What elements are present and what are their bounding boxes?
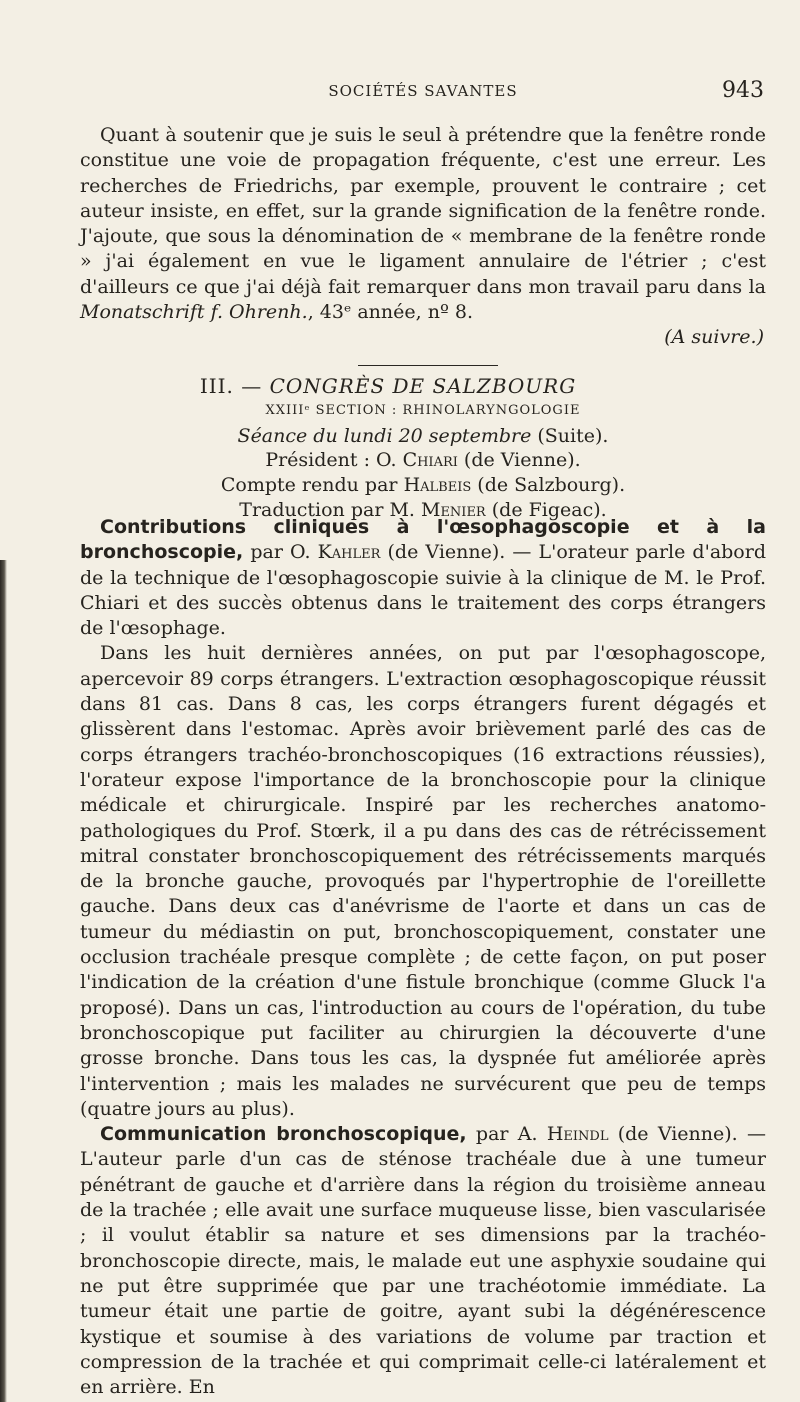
intro-text-start: Quant à soutenir que je suis le seul à prétendre que la fenêtre ronde constitue une voie de propagation fréquente, c'est une erreur. Les recherches de Friedrichs, par exemple, prouvent le contraire ; cet auteur insiste, en effet, sur la grande signification de la fenêtre ronde. J'ajoute, que sous la dénomination de « membrane de la fenêtre ronde » j'ai également en vue le ligament annulaire de l'étrier ; c'est d'ailleurs ce que j'ai déjà fait remarquer dans mon travail paru dans la [80,124,766,298]
seance-suite: (Suite). [531,424,609,447]
page-header [82,78,764,108]
articles-block [80,515,766,1400]
article1-paragraph2: Dans les huit dernières années, on put par l'œsophagoscope, apercevoir 89 corps étrangers. L'extraction œsophagoscopique réussit dans 81 cas. Dans 8 cas, les corps étrangers furent dégagés et glissèrent dans l'estomac. Après avoir brièvement parlé des cas de corps étrangers trachéo-bronchoscopiques (16 extractions réussies), l'orateur expose l'importance de la bronchoscopie pour la clinique médicale et chirurgicale. Inspiré par les recherches anatomo-pathologiques du Prof. Stœrk, il a pu dans des cas de rétrécissement mitral constater bronchoscopiquement des rétrécissements marqués de la bronche gauche, provoqués par l'hypertrophie de l'oreillette gauche. Dans deux cas d'anévrisme de l'aorte et dans un cas de tumeur du médiastin on put, bronchoscopiquement, constater une occlusion trachéale presque complète ; de cette façon, on put poser l'indication de la création d'une fistule bronchique (comme Gluck l'a proposé). Dans un cas, l'introduction au cours de l'opération, du tube bronchoscopique put faciliter au chirurgien la découverte d'une grosse bronche. Dans tous les cas, la dyspnée fut améliorée après l'intervention ; mais les malades ne survécurent que peu de temps (quatre jours au plus). [80,642,766,1120]
report-label: Compte rendu par [220,474,404,497]
seance-date: Séance du lundi 20 septembre [237,424,532,447]
article2-author-name: Heindl [546,1123,609,1146]
report-line [80,473,766,498]
running-title: SOCIÉTÉS SAVANTES [328,82,518,100]
president-line [80,448,766,473]
congress-heading [80,374,766,523]
binding-shadow [0,560,7,1402]
president-label: Président : O. [265,449,403,472]
president-place: (de Vienne). [457,449,581,472]
article1-text: (de Vienne). — L'orateur parle d'abord de la technique de l'œsophagoscopie suivie à la clinique de M. le Prof. Chiari et des succès obtenus dans le traitement des corps étrangers de l'œsophage. [80,541,766,640]
article1-author-prefix: par O. [243,541,318,564]
translation-label: Traduction par M. [239,498,421,521]
translation-name: Menier [420,498,486,521]
intro-text-end: , 43ᵉ année, nº 8. [307,301,474,324]
congress-section: XXIIIᵉ SECTION : RHINOLARYNGOLOGIE [265,402,581,418]
translation-place: (de Figeac). [485,498,607,521]
congress-title: CONGRÈS DE SALZBOURG [269,374,577,398]
congress-number: III. — [199,374,263,398]
section-divider [358,365,498,366]
article1-paragraph1 [80,515,766,641]
article2-author-prefix: par A. [466,1123,547,1146]
article2-paragraph [80,1122,766,1400]
report-place: (de Salzbourg). [471,474,626,497]
article2-title: Communication bronchoscopique, [100,1123,467,1146]
to-follow-note: (A suivre.) [664,326,764,349]
page-number: 943 [722,78,764,103]
article1-author-name: Kahler [317,541,381,564]
intro-block [80,123,766,351]
journal-title: Monatschrift f. Ohrenh. [80,301,308,324]
seance-line [80,424,766,449]
article1-title: Contributions cliniques à l'œsophagoscopie et à la bronchoscopie, [80,516,766,564]
president-name: Chiari [402,449,458,472]
intro-paragraph [80,123,766,325]
congress-title-line [10,374,766,399]
report-name: Halbeis [403,474,472,497]
article2-text: (de Vienne). — L'auteur parle d'un cas de sténose trachéale due à une tumeur pénétrant de gauche et d'arrière dans la région du troisième anneau de la trachée ; elle avait une surface muqueuse lisse, bien vascularisée ; il voulut établir sa nature et ses dimensions par la trachéo-bronchoscopie directe, mais, le malade eut une asphyxie soudaine qui ne put être supprimée que par une trachéotomie immédiate. La tumeur était une partie de goitre, ayant subi la dégénérescence kystique et soumise à des variations de volume par traction et compression de la trachée et qui comprimait celle-ci latéralement et en arrière. En [80,1123,766,1399]
